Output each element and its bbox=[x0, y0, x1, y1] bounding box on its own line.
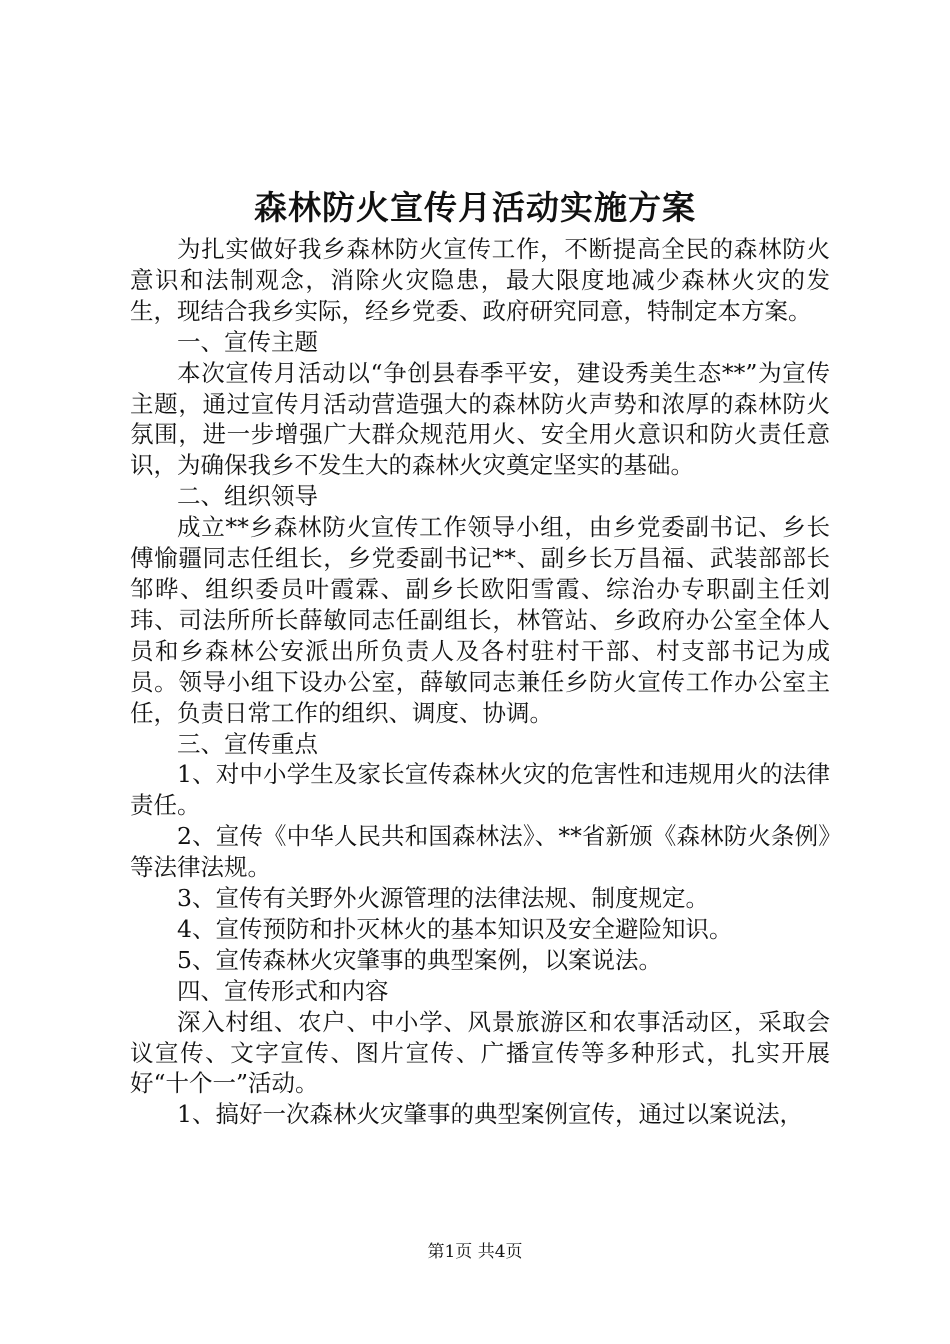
body-paragraph: 本次宣传月活动以“争创县春季平安，建设秀美生态**”为宣传主题，通过宣传月活动营造强大的森林防火声势和浓厚的森林防火氛围，进一步增强广大群众规范用火、安全用火意识和防火责任意识，为确保我乡不发生大的森林火灾奠定坚实的基础。 bbox=[130, 358, 830, 480]
list-item: 1、对中小学生及家长宣传森林火灾的危害性和违规用火的法律责任。 bbox=[130, 760, 830, 820]
list-item: 3、宣传有关野外火源管理的法律法规、制度规定。 bbox=[177, 884, 709, 913]
list-item: 4、宣传预防和扑灭林火的基本知识及安全避险知识。 bbox=[177, 914, 733, 943]
list-item: 2、宣传《中华人民共和国森林法》、**省新颁《森林防火条例》等法律法规。 bbox=[130, 822, 830, 882]
document-title: 森林防火宣传月活动实施方案 bbox=[254, 188, 696, 227]
list-item: 5、宣传森林火灾肇事的典型案例，以案说法。 bbox=[177, 945, 662, 974]
intro-paragraph: 为扎实做好我乡森林防火宣传工作，不断提高全民的森林防火意识和法制观念，消除火灾隐患，最大限度地减少森林火灾的发生，现结合我乡实际，经乡党委、政府研究同意，特制定本方案。 bbox=[130, 235, 830, 325]
body-paragraph: 成立**乡森林防火宣传工作领导小组，由乡党委副书记、乡长傅愉疆同志任组长，乡党委副书记**、副乡长万昌福、武装部部长邹晔、组织委员叶霞霖、副乡长欧阳雪霞、综治办专职副主任刘玮、司法所所长薛敏同志任副组长，林管站、乡政府办公室全体人员和乡森林公安派出所负责人及各村驻村干部、村支部书记为成员。领导小组下设办公室，薛敏同志兼任乡防火宣传工作办公室主任，负责日常工作的组织、调度、协调。 bbox=[130, 513, 830, 727]
section-heading: 二、组织领导 bbox=[177, 482, 318, 511]
section-heading: 一、宣传主题 bbox=[177, 327, 318, 356]
section-heading: 三、宣传重点 bbox=[177, 729, 318, 758]
list-item: 1、搞好一次森林火灾肇事的典型案例宣传，通过以案说法， bbox=[177, 1100, 803, 1129]
page-footer: 第1页 共4页 bbox=[427, 1242, 523, 1262]
body-paragraph: 深入村组、农户、中小学、风景旅游区和农事活动区，采取会议宣传、文字宣传、图片宣传、广播宣传等多种形式，扎实开展好“十个一”活动。 bbox=[130, 1007, 830, 1098]
document-body bbox=[130, 234, 830, 1130]
section-heading: 四、宣传形式和内容 bbox=[177, 976, 389, 1005]
